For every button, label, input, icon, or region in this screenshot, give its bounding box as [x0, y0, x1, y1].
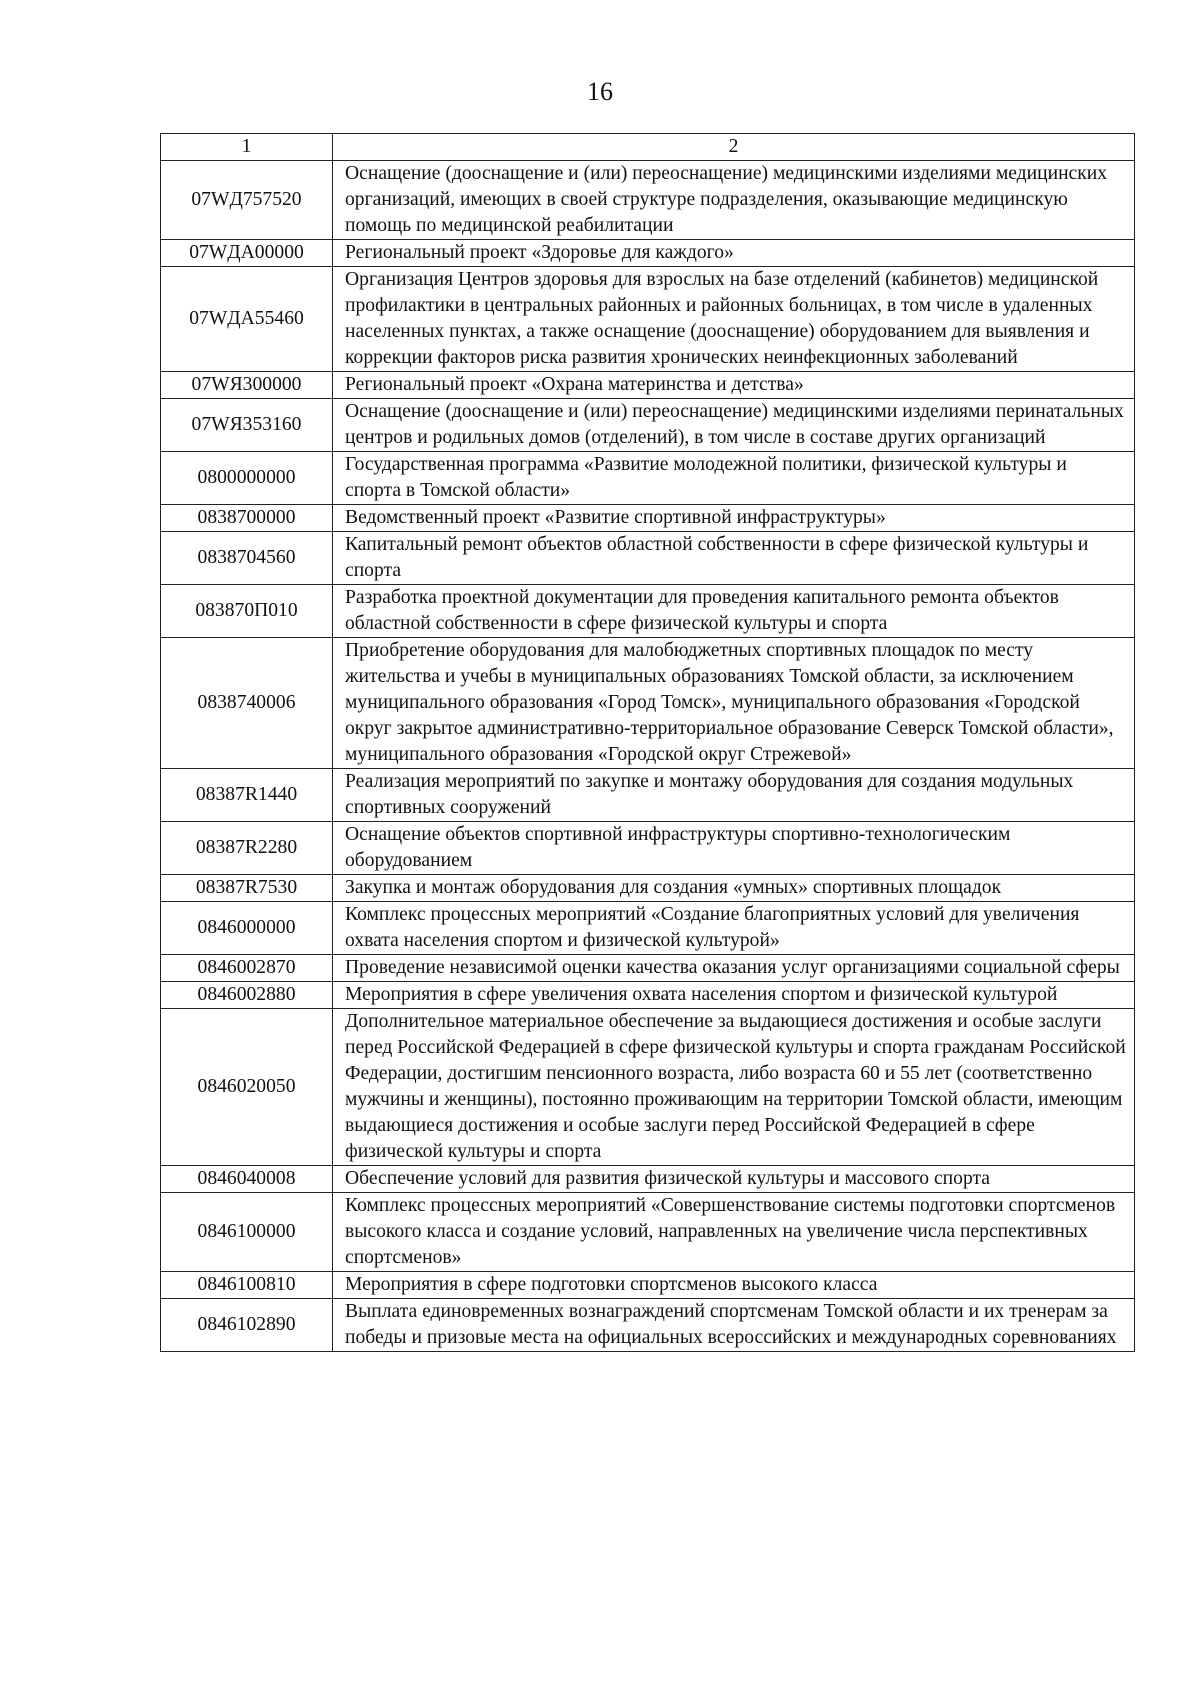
table-row: [161, 372, 1135, 399]
table-row: [161, 875, 1135, 902]
table-row: [161, 399, 1135, 452]
table-row: [161, 982, 1135, 1009]
description-cell: Оснащение (дооснащение и (или) переоснащение) медицинскими изделиями медицинских организаций, имеющих в своей структуре подразделения, оказывающие медицинскую помощь по медицинской реабилитации: [333, 161, 1135, 240]
description-cell: Обеспечение условий для развития физической культуры и массового спорта: [333, 1166, 1135, 1193]
table-body: [161, 161, 1135, 1352]
table-header: [161, 134, 1135, 161]
code-cell: 0846040008: [161, 1166, 333, 1193]
code-cell: 0800000000: [161, 452, 333, 505]
table-row: [161, 1299, 1135, 1352]
table-row: [161, 585, 1135, 638]
code-cell: 083870П010: [161, 585, 333, 638]
description-cell: Приобретение оборудования для малобюджетных спортивных площадок по месту жительства и учебы в муниципальных образованиях Томской области, за исключением муниципального образования «Город Томск», муниципального образования «Городской округ закрытое административно-территориальное образование Северск Томской области», муниципального образования «Городской округ Стрежевой»: [333, 638, 1135, 769]
column-header-2: 2: [333, 134, 1135, 161]
code-cell: 0846020050: [161, 1009, 333, 1166]
code-cell: 07WДА00000: [161, 240, 333, 267]
code-cell: 0846002870: [161, 955, 333, 982]
description-cell: Капитальный ремонт объектов областной собственности в сфере физической культуры и спорта: [333, 532, 1135, 585]
table-row: [161, 1009, 1135, 1166]
table-row: [161, 1166, 1135, 1193]
code-cell: 0846002880: [161, 982, 333, 1009]
code-cell: 08387R1440: [161, 769, 333, 822]
description-cell: Разработка проектной документации для проведения капитального ремонта объектов областной собственности в сфере физической культуры и спорта: [333, 585, 1135, 638]
code-cell: 08387R7530: [161, 875, 333, 902]
table-row: [161, 1272, 1135, 1299]
code-cell: 08387R2280: [161, 822, 333, 875]
table-row: [161, 532, 1135, 585]
code-cell: 0846100000: [161, 1193, 333, 1272]
description-cell: Дополнительное материальное обеспечение за выдающиеся достижения и особые заслуги перед Российской Федерацией в сфере физической культуры и спорта гражданам Российской Федерации, достигшим пенсионного возраста, либо возраста 60 и 55 лет (соответственно мужчины и женщины), постоянно проживающим на территории Томской области, имеющим выдающиеся достижения и особые заслуги перед Российской Федерацией в сфере физической культуры и спорта: [333, 1009, 1135, 1166]
code-cell: 07WЯ300000: [161, 372, 333, 399]
page-number: 16: [587, 77, 613, 106]
table-row: [161, 240, 1135, 267]
description-cell: Ведомственный проект «Развитие спортивной инфраструктуры»: [333, 505, 1135, 532]
code-cell: 07WЯ353160: [161, 399, 333, 452]
code-cell: 0846000000: [161, 902, 333, 955]
description-cell: Региональный проект «Здоровье для каждого»: [333, 240, 1135, 267]
description-cell: Комплекс процессных мероприятий «Создание благоприятных условий для увеличения охвата населения спортом и физической культурой»: [333, 902, 1135, 955]
code-cell: 07WДА55460: [161, 267, 333, 372]
column-header-1: 1: [161, 134, 333, 161]
code-cell: 0838704560: [161, 532, 333, 585]
description-cell: Проведение независимой оценки качества оказания услуг организациями социальной сферы: [333, 955, 1135, 982]
description-cell: Государственная программа «Развитие молодежной политики, физической культуры и спорта в Томской области»: [333, 452, 1135, 505]
description-cell: Организация Центров здоровья для взрослых на базе отделений (кабинетов) медицинской профилактики в центральных районных и районных больницах, в том числе в удаленных населенных пунктах, а также оснащение (дооснащение) оборудованием для выявления и коррекции факторов риска развития хронических неинфекционных заболеваний: [333, 267, 1135, 372]
table-row: [161, 452, 1135, 505]
table-row: [161, 505, 1135, 532]
table-row: [161, 902, 1135, 955]
table-row: [161, 267, 1135, 372]
table-row: [161, 955, 1135, 982]
description-cell: Региональный проект «Охрана материнства и детства»: [333, 372, 1135, 399]
code-cell: 0838700000: [161, 505, 333, 532]
description-cell: Закупка и монтаж оборудования для создания «умных» спортивных площадок: [333, 875, 1135, 902]
table-row: [161, 1193, 1135, 1272]
table-row: [161, 161, 1135, 240]
table-row: [161, 769, 1135, 822]
description-cell: Реализация мероприятий по закупке и монтажу оборудования для создания модульных спортивных сооружений: [333, 769, 1135, 822]
description-cell: Оснащение объектов спортивной инфраструктуры спортивно-технологическим оборудованием: [333, 822, 1135, 875]
budget-classification-table: [160, 133, 1135, 1352]
code-cell: 0846100810: [161, 1272, 333, 1299]
table-row: [161, 638, 1135, 769]
description-cell: Оснащение (дооснащение и (или) переоснащение) медицинскими изделиями перинатальных центров и родильных домов (отделений), в том числе в составе других организаций: [333, 399, 1135, 452]
code-cell: 0846102890: [161, 1299, 333, 1352]
header-row: [161, 134, 1135, 161]
description-cell: Комплекс процессных мероприятий «Совершенствование системы подготовки спортсменов высокого класса и создание условий, направленных на увеличение числа перспективных спортсменов»: [333, 1193, 1135, 1272]
description-cell: Мероприятия в сфере увеличения охвата населения спортом и физической культурой: [333, 982, 1135, 1009]
table-row: [161, 822, 1135, 875]
description-cell: Мероприятия в сфере подготовки спортсменов высокого класса: [333, 1272, 1135, 1299]
code-cell: 0838740006: [161, 638, 333, 769]
code-cell: 07WД757520: [161, 161, 333, 240]
description-cell: Выплата единовременных вознаграждений спортсменам Томской области и их тренерам за победы и призовые места на официальных всероссийских и международных соревнованиях: [333, 1299, 1135, 1352]
